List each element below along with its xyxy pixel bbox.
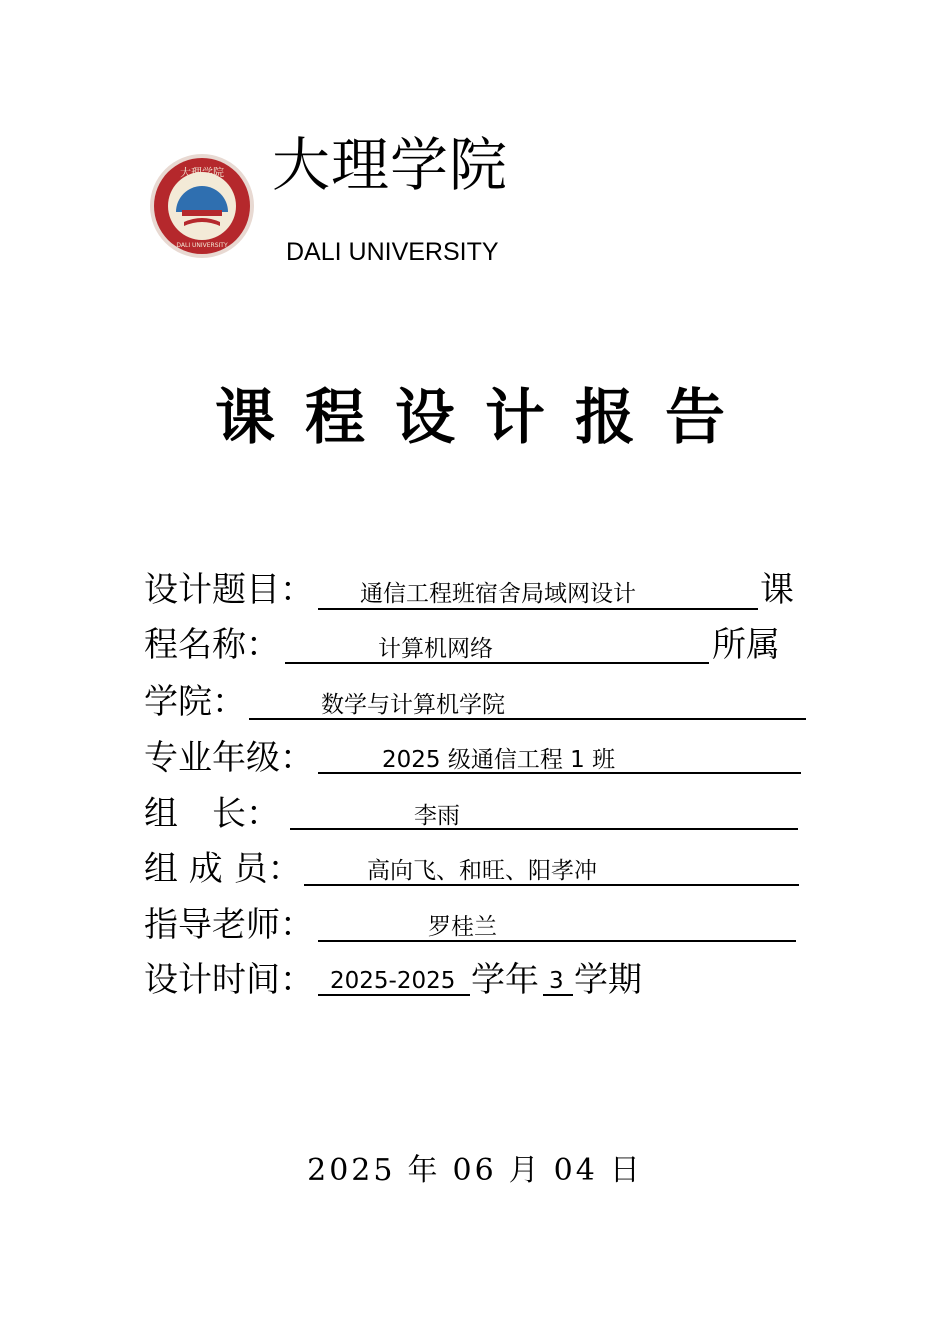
leader-value: 李雨 — [414, 803, 460, 829]
members-label: 组 成 员： — [144, 849, 302, 889]
leader-underline — [290, 798, 798, 830]
course-label: 程名称： — [144, 625, 280, 665]
college-label: 学院： — [144, 682, 246, 722]
logo-text-en: DALI UNIVERSITY — [176, 242, 228, 249]
advisor-value: 罗桂兰 — [428, 914, 497, 940]
college-value: 数学与计算机学院 — [321, 692, 505, 718]
university-logo — [148, 152, 256, 260]
date-day: 04 — [553, 1153, 598, 1188]
topic-label: 设计题目： — [144, 570, 314, 610]
time-year-suffix: 学年 — [471, 960, 539, 1000]
leader-label: 组 长： — [144, 794, 280, 834]
date-day-char: 日 — [609, 1153, 643, 1188]
date-month: 06 — [452, 1153, 497, 1188]
advisor-underline — [318, 910, 796, 942]
time-years-value: 2025-2025 — [330, 968, 456, 994]
report-date — [0, 1153, 950, 1188]
course-value: 计算机网络 — [378, 636, 493, 662]
report-title: 课程设计报告 — [215, 383, 755, 453]
university-name-en: DALI UNIVERSITY — [286, 238, 499, 266]
time-term-value: 3 — [549, 968, 564, 994]
course-underline — [285, 632, 709, 664]
members-value: 高向飞、和旺、阳孝冲 — [367, 858, 597, 884]
university-name-cn: 大理学院 — [272, 131, 509, 199]
course-trail: 所属 — [712, 625, 780, 665]
date-month-char: 月 — [508, 1153, 542, 1188]
major-value: 2025 级通信工程 1 班 — [382, 747, 616, 773]
date-year-char: 年 — [407, 1153, 441, 1188]
topic-value: 通信工程班宿舍局域网设计 — [360, 581, 636, 607]
major-label: 专业年级： — [144, 738, 314, 778]
advisor-label: 指导老师： — [144, 905, 314, 945]
date-year: 2025 — [307, 1153, 396, 1188]
time-term-suffix: 学期 — [574, 960, 642, 1000]
topic-trail: 课 — [760, 570, 794, 610]
logo-text-cn: 大理学院 — [180, 166, 224, 179]
time-label: 设计时间： — [144, 960, 314, 1000]
